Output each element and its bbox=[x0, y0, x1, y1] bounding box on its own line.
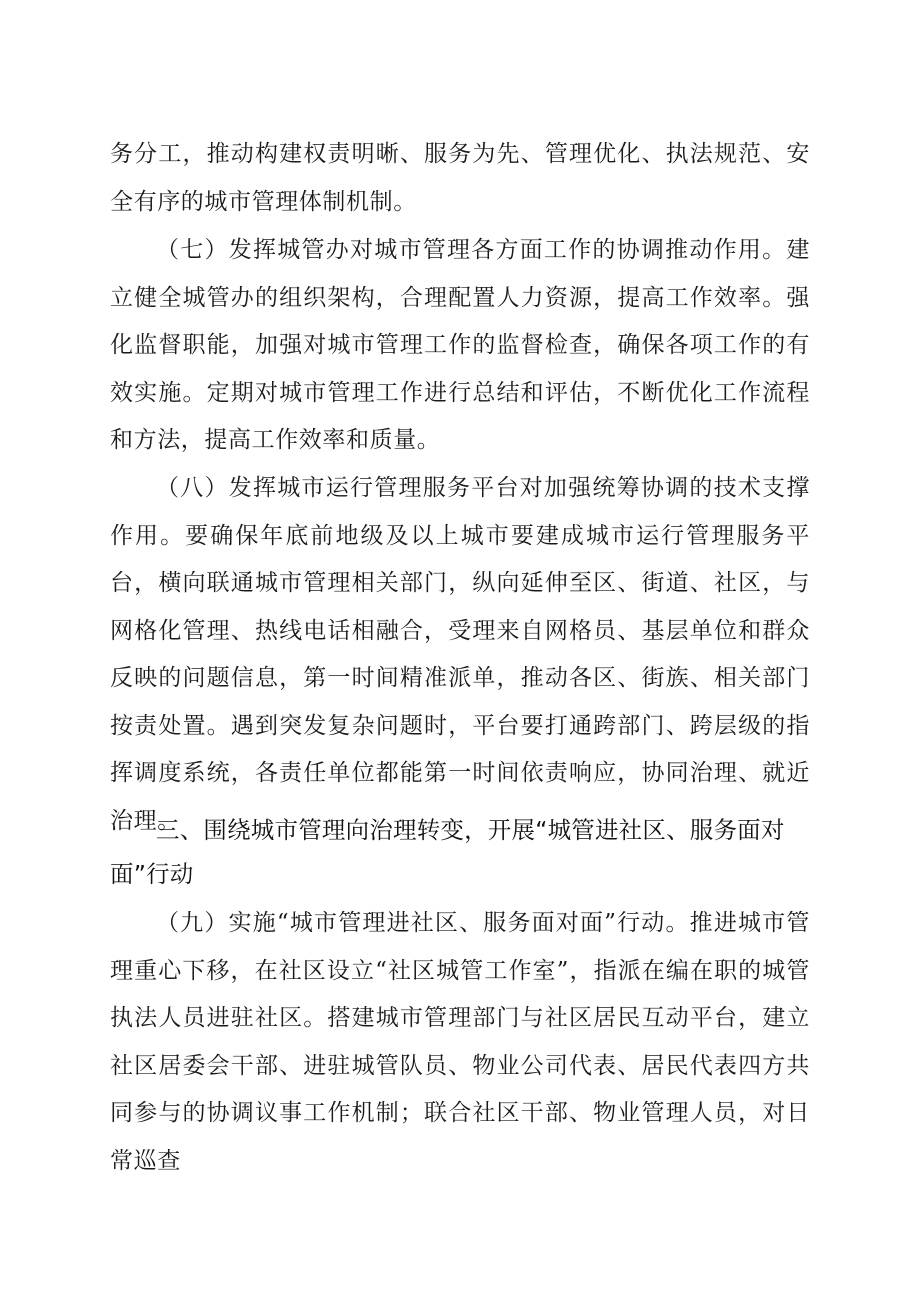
paragraph-section-nine: （九）实施“城市管理进社区、服务面对面”行动。推进城市管理重心下移，在社区设立“社区城管工作室”，指派在编在职的城管执法人员进驻社区。搭建城市管理部门与社区居民互动平台，建立社区居委会干部、进驻城管队员、物业公司代表、居民代表四方共同参与的协调议事工作机制；联合社区干部、物业管理人员，对日常巡查 bbox=[110, 910, 810, 1174]
paragraph-section-seven: （七）发挥城管办对城市管理各方面工作的协调推动作用。建立健全城管办的组织架构，合理配置人力资源，提高工作效率。强化监督职能，加强对城市管理工作的监督检查，确保各项工作的有效实施。定期对城市管理工作进行总结和评估，不断优化工作流程和方法，提高工作效率和质量。 bbox=[110, 237, 810, 453]
paragraph-continuation: 务分工，推动构建权责明晰、服务为先、管理优化、执法规范、安全有序的城市管理体制机制。 bbox=[110, 141, 810, 215]
paragraph-section-eight: （八）发挥城市运行管理服务平台对加强统筹协调的技术支撑作用。要确保年底前地级及以上城市要建成城市运行管理服务平台，横向联通城市管理相关部门，纵向延伸至区、街道、社区，与网格化管理、热线电话相融合，受理来自网格员、基层单位和群众反映的问题信息，第一时间精准派单，推动各区、街族、相关部门按责处置。遇到突发复杂问题时，平台要打通跨部门、跨层级的指挥调度系统，各责任单位都能第一时间依责响应，协同治理、就近治理。 bbox=[110, 475, 810, 834]
section-heading-three: 三、围绕城市管理向治理转变，开展“城管进社区、服务面对面”行动 bbox=[110, 816, 785, 888]
